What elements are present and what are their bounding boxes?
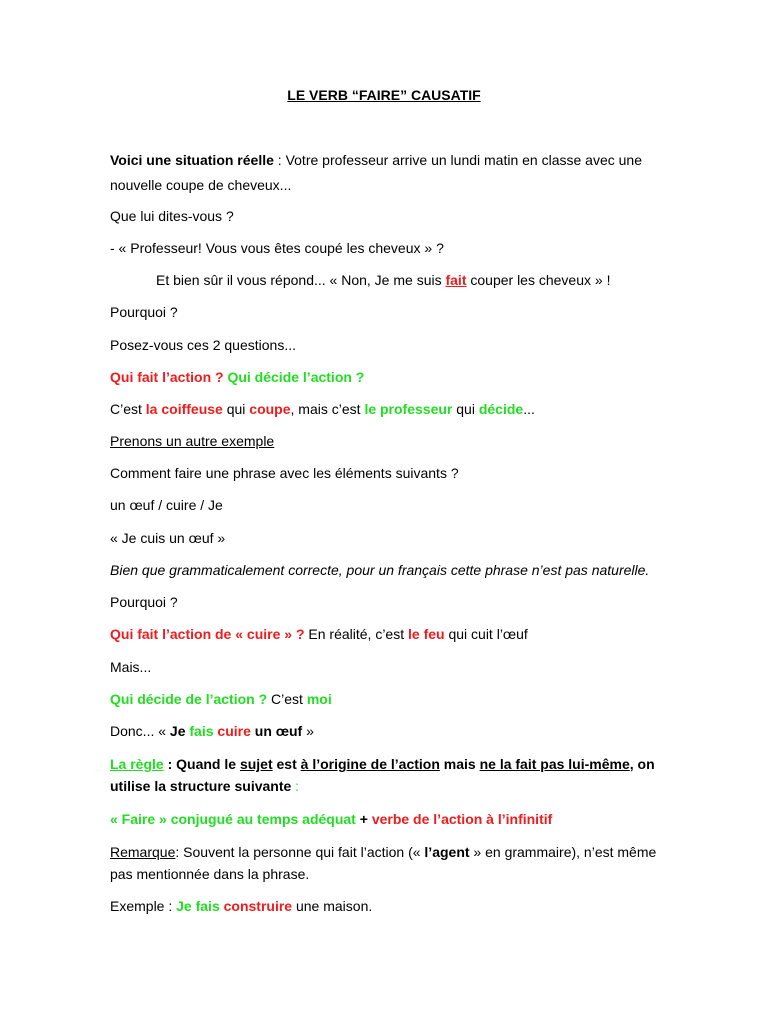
- intro-line-2: nouvelle coupe de cheveux...: [110, 177, 292, 193]
- donc-cuire: cuire: [213, 723, 251, 739]
- remarque-label: Remarque: [110, 844, 176, 860]
- reply-text-a: Et bien sûr il vous répond... « Non, Je me suis: [156, 272, 446, 288]
- regle-structure-text: utilise la structure suivante: [110, 778, 292, 794]
- cuire-line: [110, 625, 528, 643]
- structure-plus: +: [355, 811, 372, 827]
- exemple-text-a: Exemple :: [110, 898, 177, 914]
- reply-text-b: couper les cheveux » !: [466, 272, 611, 288]
- cuire-question: Qui fait l’action de « cuire » ?: [110, 626, 305, 642]
- donc-je: Je: [169, 723, 186, 739]
- answer-decide: décide: [478, 401, 524, 417]
- donc-line: [110, 722, 314, 740]
- cuire-text-b: qui cuit l’œuf: [444, 626, 528, 642]
- decide-moi: moi: [306, 691, 332, 707]
- pourquoi-2: Pourquoi ?: [110, 594, 178, 610]
- answer-text-e: ...: [523, 401, 535, 417]
- answer-coupe: coupe: [249, 401, 291, 417]
- exemple-jefais: Je fais: [176, 898, 220, 914]
- question-who-does: Qui fait l’action ?: [110, 369, 224, 385]
- structure-faire: « Faire » conjugué au temps adéquat: [110, 811, 356, 827]
- exemple-line: [110, 897, 372, 915]
- regle-origine: à l’origine de l’action: [300, 756, 440, 772]
- answer-professeur: le professeur: [364, 401, 453, 417]
- elements-line: un œuf / cuire / Je: [110, 497, 223, 513]
- autre-exemple-heading: Prenons un autre exemple: [110, 433, 275, 449]
- answer-text-b: qui: [222, 401, 250, 417]
- intro-lead: Voici une situation réelle: [110, 152, 274, 168]
- structure-line: [110, 810, 552, 828]
- intro-line-1: [110, 151, 642, 169]
- remarque-line-2: pas mentionnée dans la phrase.: [110, 866, 310, 882]
- mais-line: Mais...: [110, 659, 152, 675]
- pourquoi-1: Pourquoi ?: [110, 304, 178, 320]
- structure-verbe: verbe de l’action à l’infinitif: [371, 811, 553, 827]
- answer-line: [110, 400, 535, 418]
- regle-line-1: [110, 755, 655, 773]
- cuire-text-a: En réalité, c’est: [304, 626, 408, 642]
- regle-colon: :: [291, 778, 300, 794]
- cuire-feu: le feu: [408, 626, 445, 642]
- donc-end: »: [302, 723, 314, 739]
- decide-question: Qui décide de l’action ?: [110, 691, 268, 707]
- questions-line: [110, 368, 364, 386]
- decide-line: [110, 690, 332, 708]
- regle-text-c: mais: [439, 756, 480, 772]
- posez-line: Posez-vous ces 2 questions...: [110, 337, 296, 353]
- exemple-text-b: une maison.: [292, 898, 373, 914]
- answer-coiffeuse: la coiffeuse: [145, 401, 223, 417]
- regle-line-2: [110, 777, 299, 795]
- reply-line: [156, 271, 610, 289]
- remarque-text-a: : Souvent la personne qui fait l’action («: [175, 844, 425, 860]
- decide-text: C’est: [267, 691, 307, 707]
- regle-label: La règle: [110, 756, 164, 772]
- intro-text: : Votre professeur arrive un lundi matin en classe avec une: [273, 152, 642, 168]
- question-1: Que lui dites-vous ?: [110, 208, 234, 224]
- regle-text-d: , on: [629, 756, 655, 772]
- regle-text-a: : Quand le: [163, 756, 240, 772]
- reply-fait: fait: [445, 272, 467, 288]
- remarque-agent: l’agent: [424, 844, 470, 860]
- cuis-line: « Je cuis un œuf »: [110, 530, 226, 546]
- answer-text-d: qui: [452, 401, 479, 417]
- bienque-line: Bien que grammaticalement correcte, pour un français cette phrase n’est pas naturelle.: [110, 562, 650, 578]
- exemple-construire: construire: [219, 898, 293, 914]
- remarque-text-b: » en grammaire), n’est même: [469, 844, 657, 860]
- donc-fais: fais: [185, 723, 214, 739]
- regle-text-b: est: [272, 756, 301, 772]
- question-who-decides: Qui décide l’action ?: [227, 369, 365, 385]
- comment-line: Comment faire une phrase avec les éléments suivants ?: [110, 465, 459, 481]
- regle-sujet: sujet: [239, 756, 273, 772]
- page-title: LE VERB “FAIRE” CAUSATIF: [287, 87, 481, 103]
- remarque-line-1: [110, 843, 656, 861]
- dialog-line: - « Professeur! Vous vous êtes coupé les cheveux » ?: [110, 240, 444, 256]
- donc-oeuf: un œuf: [250, 723, 303, 739]
- answer-text-a: C’est: [110, 401, 146, 417]
- regle-pas: ne la fait pas lui-même: [479, 756, 630, 772]
- answer-text-c: , mais c’est: [290, 401, 365, 417]
- donc-text-a: Donc... «: [110, 723, 170, 739]
